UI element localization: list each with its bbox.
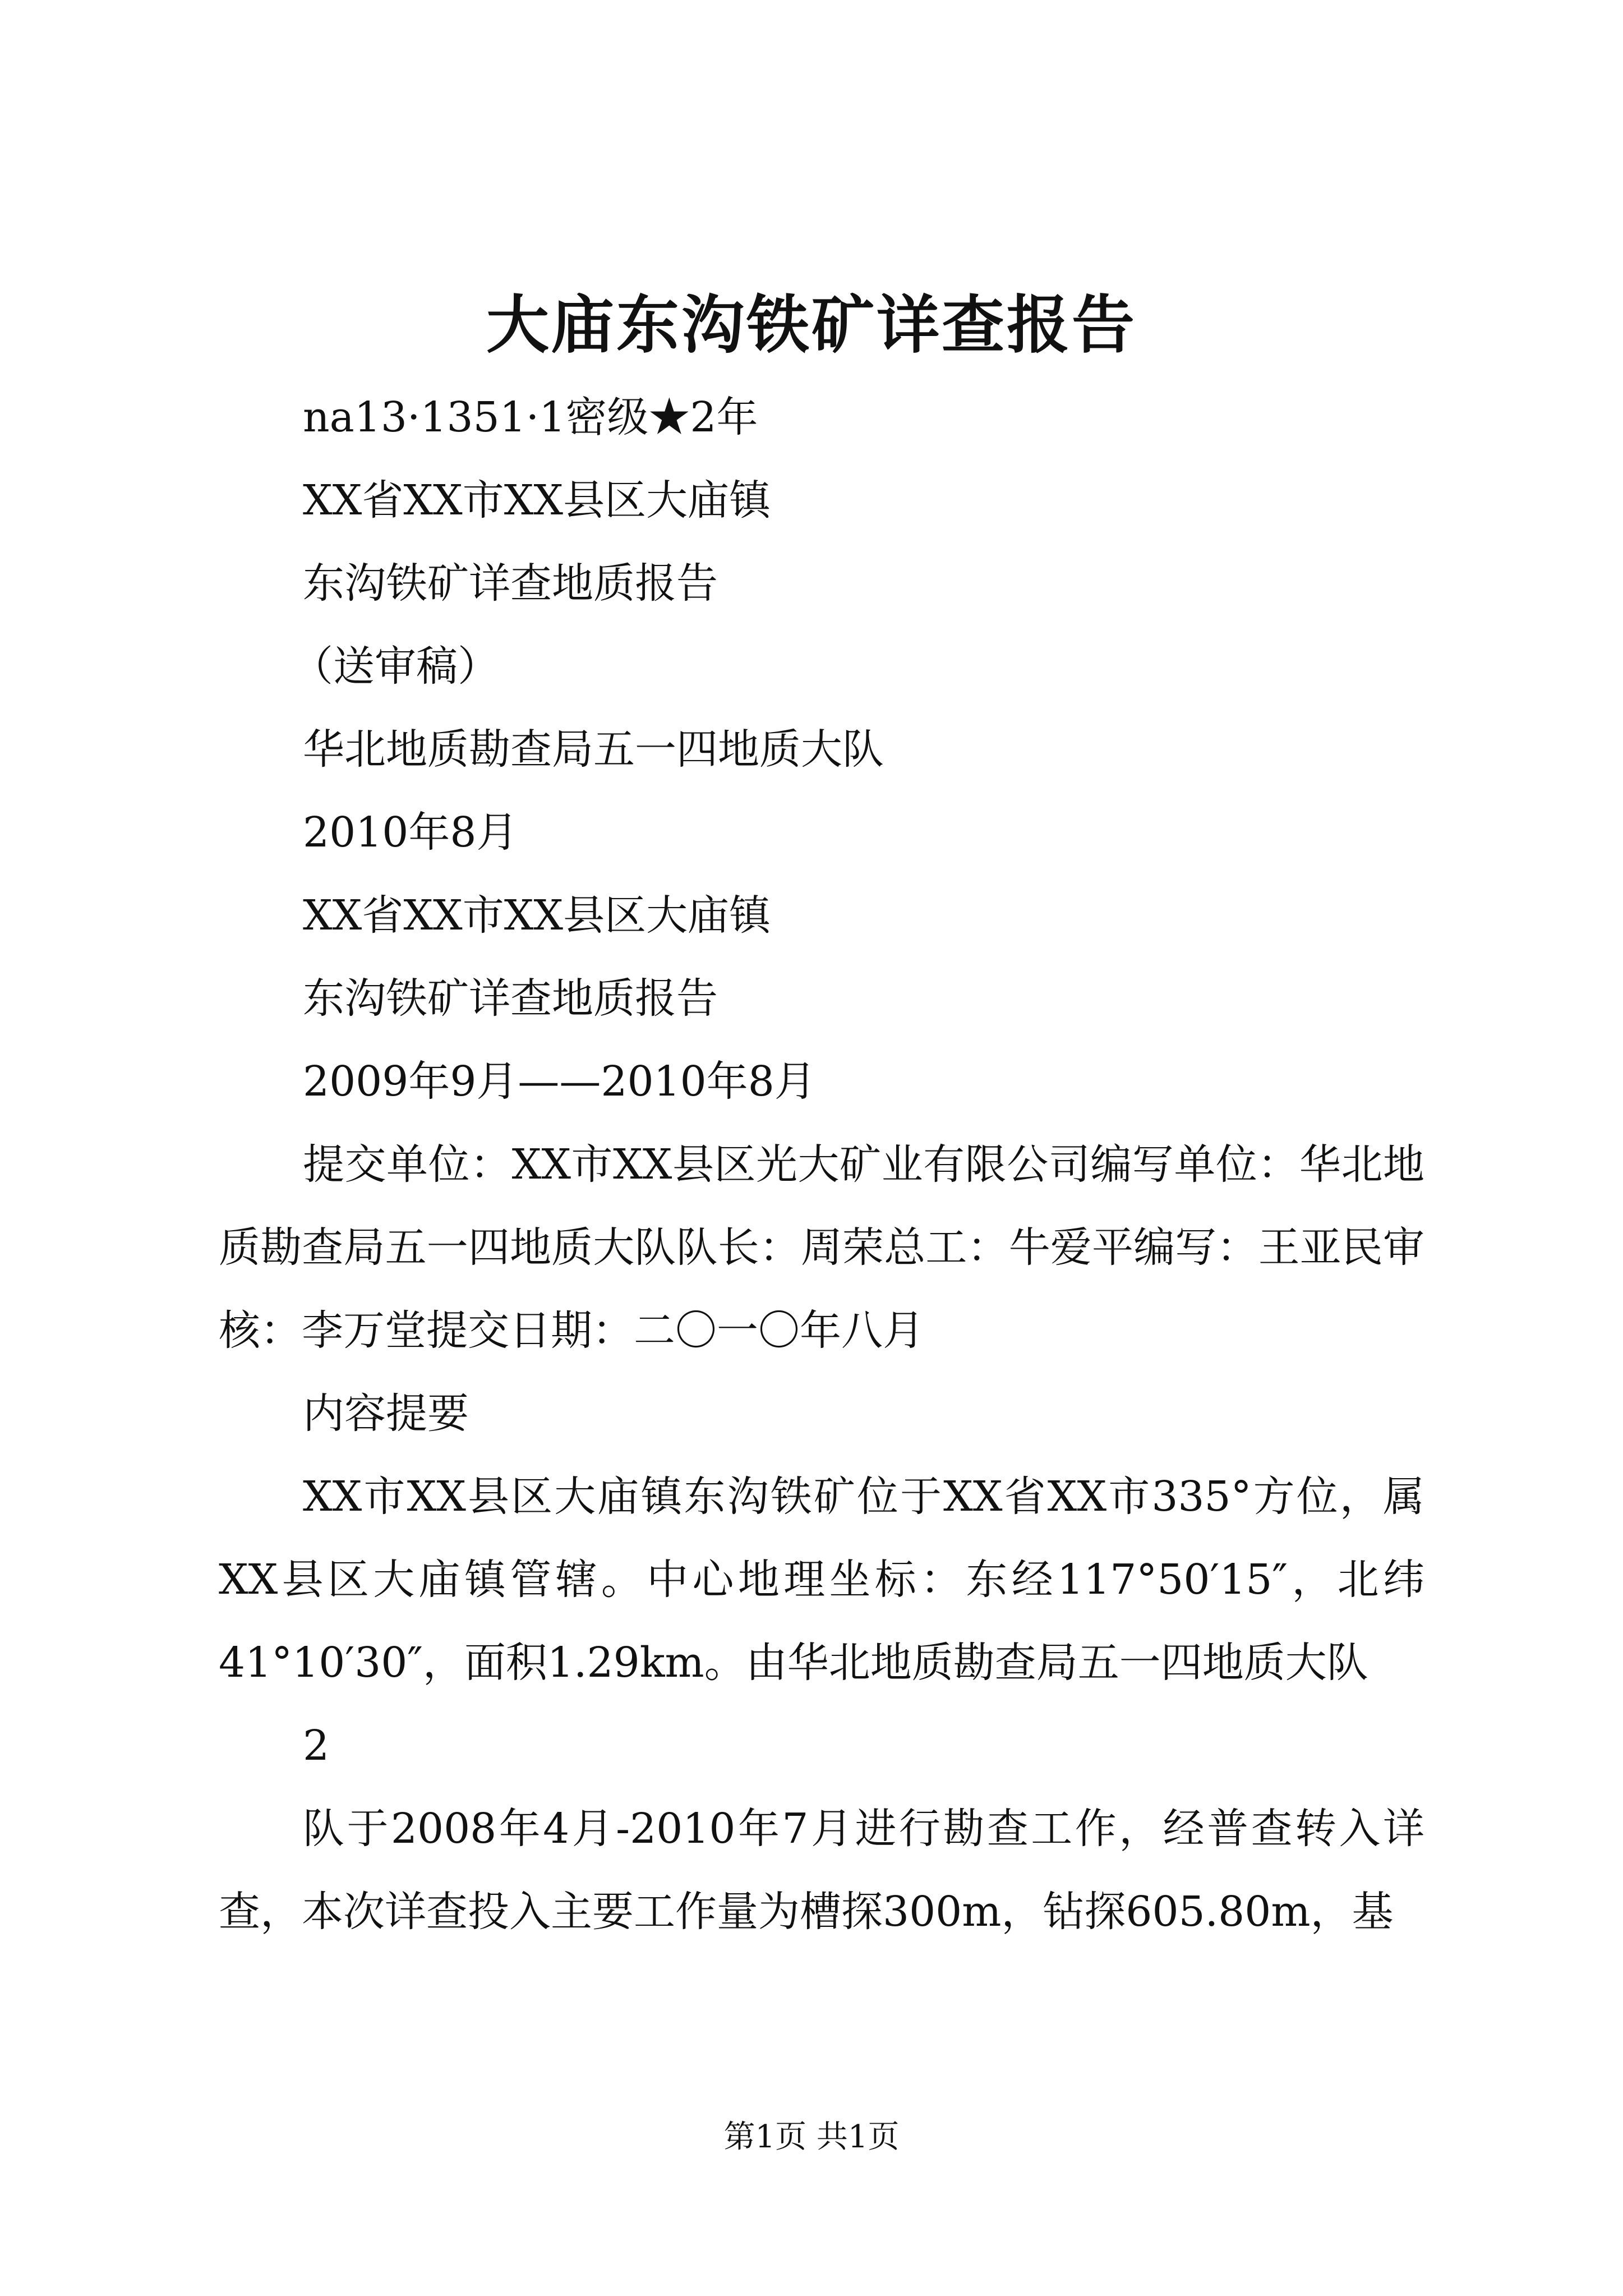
- work-paragraph: 队于2008年4月-2010年7月进行勘查工作，经普查转入详查，本次详查投入主要工作量为槽探300m，钻探605.80m，基: [219, 1805, 1424, 1936]
- author-unit-line: 华北地质勘查局五一四地质大队: [303, 725, 884, 774]
- document-title: 大庙东沟铁矿详查报告: [486, 288, 1137, 362]
- date-line: 2010年8月: [303, 808, 518, 857]
- submission-info-paragraph: 提交单位：XX市XX县区光大矿业有限公司编写单位：华北地质勘查局五一四地质大队队长：周荣总工：牛爱平编写：王亚民审核：李万堂提交日期：二〇一〇年八月: [219, 1140, 1424, 1355]
- location-line-2: XX省XX市XX县区大庙镇: [303, 891, 771, 940]
- page-footer: 第1页 共1页: [723, 2119, 900, 2155]
- classification-line: na13·1351·1密级★2年: [303, 393, 758, 441]
- summary-heading: 内容提要: [303, 1389, 469, 1438]
- draft-note: （送审稿）: [292, 642, 499, 691]
- document-body: [219, 376, 1424, 1953]
- report-name-line-2: 东沟铁矿详查地质报告: [303, 974, 718, 1023]
- page-number-inline: 2: [303, 1722, 330, 1770]
- report-name-line: 东沟铁矿详查地质报告: [303, 559, 718, 608]
- summary-paragraph: XX市XX县区大庙镇东沟铁矿位于XX省XX市335°方位，属XX县区大庙镇管辖。中心地理坐标：东经117°50′15″，北纬41°10′30″，面积1.29km。由华北地质勘查局五一四地质大队: [219, 1473, 1424, 1687]
- period-line: 2009年9月——2010年8月: [303, 1057, 816, 1106]
- location-line: XX省XX市XX县区大庙镇: [303, 476, 771, 524]
